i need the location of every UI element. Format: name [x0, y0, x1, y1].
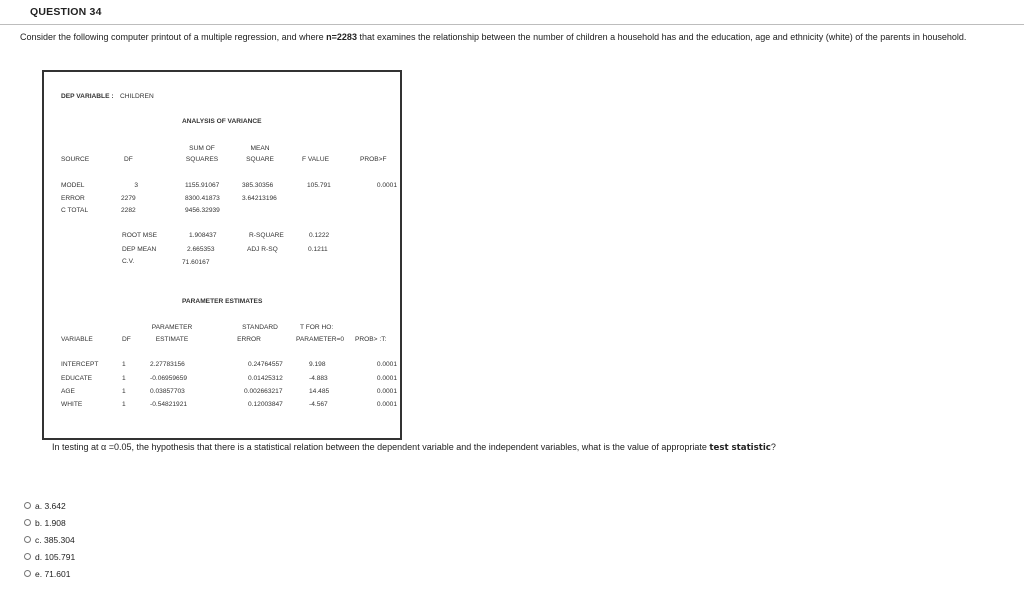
anova-title: ANALYSIS OF VARIANCE	[182, 118, 262, 125]
fit-value-2: 0.1222	[309, 232, 330, 239]
anova-source: MODEL	[61, 182, 85, 189]
param-t-value: -4.883	[309, 375, 328, 382]
param-estimate: 2.27783156	[150, 361, 185, 368]
anova-ss: 9456.32939	[185, 207, 220, 214]
dep-variable-value: CHILDREN	[120, 93, 154, 100]
radio-button-icon[interactable]	[24, 553, 31, 560]
param-df: 1	[122, 375, 126, 382]
anova-df: 2282	[121, 207, 136, 214]
fit-label: ROOT MSE	[122, 232, 158, 239]
fit-value: 71.60167	[182, 259, 210, 266]
anova-source: C TOTAL	[61, 207, 89, 214]
option-a[interactable]	[24, 497, 75, 514]
param-std-error: 0.01425312	[248, 375, 283, 382]
stem-sample-size: n=2283	[326, 32, 357, 42]
option-label[interactable]: b. 1.908	[35, 517, 66, 528]
fit-label: DEP MEAN	[122, 246, 157, 253]
stem-text-2: that examines the relationship between the number of children a household has and the education, age and ethnicity (white) of the parents in household.	[356, 32, 967, 42]
anova-df: 2279	[121, 195, 136, 202]
param-header-se-1: STANDARD	[242, 324, 278, 331]
anova-ms: 3.64213196	[242, 195, 277, 202]
param-df: 1	[122, 361, 126, 368]
fit-label-2: ADJ R-SQ	[247, 246, 278, 253]
param-std-error: 0.12003847	[248, 401, 283, 408]
param-prob: 0.0001	[376, 375, 397, 382]
anova-df: 3	[134, 182, 138, 189]
radio-button-icon[interactable]	[24, 502, 31, 509]
param-header-df: DF	[122, 336, 131, 343]
fit-value: 1.908437	[189, 232, 217, 239]
param-t-value: 14.485	[309, 388, 330, 395]
param-estimate: 0.03857703	[150, 388, 185, 395]
anova-f-value: 105.791	[307, 182, 331, 189]
param-df: 1	[122, 401, 126, 408]
fit-value: 2.665353	[187, 246, 215, 253]
param-variable: WHITE	[61, 401, 83, 408]
option-c[interactable]	[24, 531, 75, 548]
answer-options	[24, 497, 75, 582]
anova-header-source: SOURCE	[61, 156, 90, 163]
fit-label: C.V.	[122, 258, 135, 265]
anova-header-ss-2: SQUARES	[185, 156, 219, 163]
option-b[interactable]	[24, 514, 75, 531]
prompt-bold-term: test statistic	[709, 443, 771, 453]
param-prob: 0.0001	[376, 401, 397, 408]
question-title: QUESTION 34	[30, 6, 102, 18]
anova-header-df: DF	[124, 156, 133, 163]
regression-printout	[42, 70, 402, 440]
parameter-estimates-title: PARAMETER ESTIMATES	[182, 298, 263, 305]
radio-button-icon[interactable]	[24, 570, 31, 577]
param-t-value: -4.567	[309, 401, 328, 408]
prompt-text-2: ?	[770, 442, 776, 452]
param-header-variable: VARIABLE	[61, 336, 93, 343]
param-header-est-2: ESTIMATE	[155, 336, 189, 343]
anova-header-ms-2: SQUARE	[246, 156, 274, 163]
param-header-prob: PROB> :T:	[355, 336, 387, 343]
param-header-t-2: PARAMETER=0	[296, 336, 345, 343]
param-std-error: 0.002663217	[244, 388, 283, 395]
param-df: 1	[122, 388, 126, 395]
fit-value-2: 0.1211	[308, 246, 328, 253]
param-prob: 0.0001	[376, 388, 397, 395]
option-label[interactable]: c. 385.304	[35, 534, 75, 545]
param-t-value: 9.198	[309, 361, 326, 368]
param-estimate: -0.54821921	[150, 401, 188, 408]
param-estimate: -0.06959659	[150, 375, 188, 382]
question-stem	[20, 32, 1020, 43]
option-d[interactable]	[24, 548, 75, 565]
param-variable: INTERCEPT	[61, 361, 99, 368]
anova-ms: 385.30356	[242, 182, 274, 189]
dep-variable-label: DEP VARIABLE :	[61, 93, 114, 100]
param-variable: AGE	[61, 388, 75, 395]
option-label[interactable]: d. 105.791	[35, 551, 76, 562]
param-header-se-2: ERROR	[237, 336, 261, 343]
option-label[interactable]: e. 71.601	[35, 568, 71, 579]
option-e[interactable]	[24, 565, 75, 582]
fit-label-2: R-SQUARE	[249, 232, 284, 239]
param-header-est-1: PARAMETER	[151, 324, 193, 331]
param-std-error: 0.24764557	[248, 361, 283, 368]
anova-source: ERROR	[61, 195, 85, 202]
anova-prob: 0.0001	[376, 182, 397, 189]
radio-button-icon[interactable]	[24, 536, 31, 543]
option-label[interactable]: a. 3.642	[35, 500, 66, 511]
question-prompt	[52, 442, 776, 453]
anova-ss: 1155.91067	[185, 182, 220, 189]
anova-header-ss-1: SUM OF	[189, 145, 215, 152]
stem-text-1: Consider the following computer printout of a multiple regression, and where	[20, 32, 327, 42]
radio-button-icon[interactable]	[24, 519, 31, 526]
anova-header-ms-1: MEAN	[250, 145, 270, 152]
question-header	[0, 0, 1024, 25]
param-variable: EDUCATE	[61, 375, 93, 382]
param-header-t-1: T FOR HO:	[300, 324, 334, 331]
anova-ss: 8300.41873	[185, 195, 220, 202]
param-prob: 0.0001	[376, 361, 397, 368]
anova-header-prob: PROB>F	[360, 156, 387, 163]
prompt-text-1: In testing at α =0.05, the hypothesis that there is a statistical relation between the dependent variable and the independent variables, what is the value of appropriate	[52, 442, 710, 452]
anova-header-f: F VALUE	[302, 156, 329, 163]
